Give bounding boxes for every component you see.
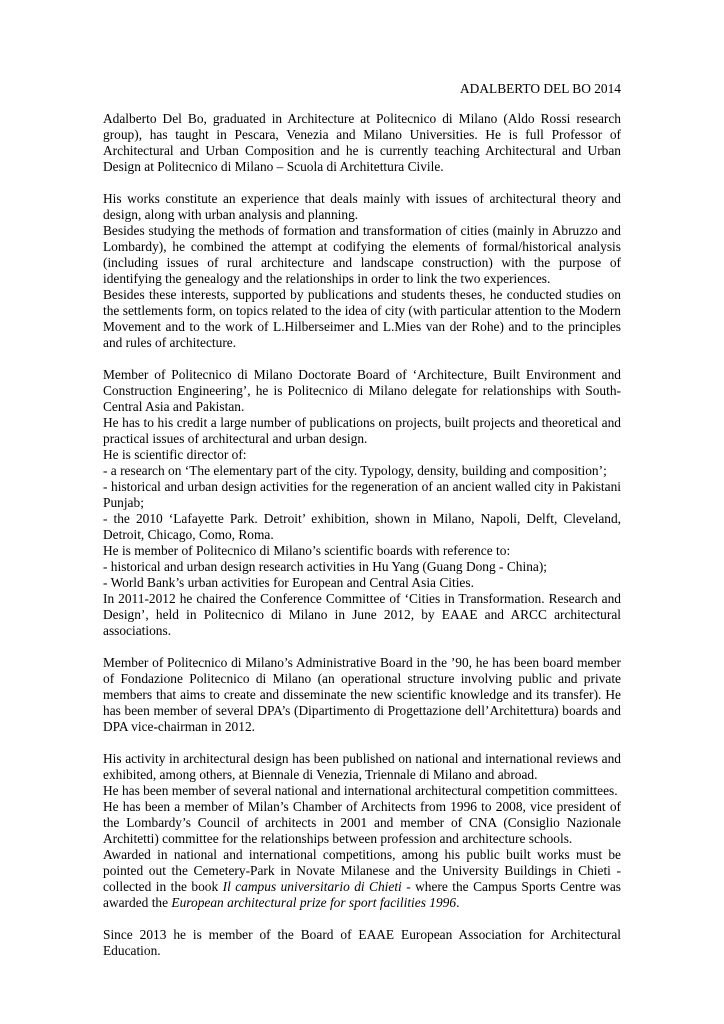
paragraph: - historical and urban design activities for the regeneration of an ancient walled city in Pakistani Punjab;	[103, 479, 621, 510]
paragraph-gap	[103, 175, 621, 191]
paragraph: - the 2010 ‘Lafayette Park. Detroit’ exhibition, shown in Milano, Napoli, Delft, Cleveland, Detroit, Chicago, Como, Roma.	[103, 511, 621, 542]
paragraph-gap	[103, 735, 621, 751]
paragraph: His works constitute an experience that deals mainly with issues of architectural theory and design, along with urban analysis and planning.	[103, 191, 621, 222]
italic-title: Il campus universitario di Chieti	[222, 879, 402, 894]
paragraph: - a research on ‘The elementary part of the city. Typology, density, building and composition’;	[103, 463, 607, 478]
text-segment: .	[456, 895, 460, 910]
paragraph: Member of Politecnico di Milano Doctorate Board of ‘Architecture, Built Environment and Construction Engineering’, he is Politecnico di Milano delegate for relationships with South-Central Asia and Pakistan.	[103, 367, 621, 414]
paragraph: Adalberto Del Bo, graduated in Architecture at Politecnico di Milano (Aldo Rossi research group), has taught in Pescara, Venezia and Milano Universities. He is full Professor of Architectural and Urban Composition and he is currently teaching Architectural and Urban Design at Politecnico di Milano – Scuola di Architettura Civile.	[103, 111, 621, 174]
paragraph	[103, 847, 621, 911]
paragraph: He is member of Politecnico di Milano’s scientific boards with reference to:	[103, 543, 511, 558]
paragraph: Member of Politecnico di Milano’s Administrative Board in the ’90, he has been board member of Fondazione Politecnico di Milano (an operational structure involving public and private members that aims to create and disseminate the new scientific knowledge and its transfer). He has been member of several DPA’s (Dipartimento di Progettazione dell’Architettura) boards and DPA vice-chairman in 2012.	[103, 655, 621, 734]
document-body	[103, 111, 621, 959]
paragraph: - historical and urban design research activities in Hu Yang (Guang Dong - China);	[103, 559, 548, 574]
paragraph: He has been a member of Milan’s Chamber of Architects from 1996 to 2008, vice president of the Lombardy’s Council of architects in 2001 and member of CNA (Consiglio Nazionale Architetti) committee for the relationships between profession and architecture schools.	[103, 799, 621, 846]
paragraph: He has been member of several national and international architectural competition committees.	[103, 783, 618, 798]
italic-title: European architectural prize for sport facilities 1996	[171, 895, 457, 910]
paragraph: He has to his credit a large number of publications on projects, built projects and theoretical and practical issues of architectural and urban design.	[103, 415, 621, 446]
text-segment: Awarded in national and international competitions, among his public built works must be pointed out the Cemetery-Park in Novate Milanese and the University Buildings in Chieti - collected in the book	[103, 847, 621, 894]
paragraph: Besides these interests, supported by publications and students theses, he conducted studies on the settlements form, on topics related to the idea of city (with particular attention to the Modern Movement and to the work of L.Hilberseimer and L.Mies van der Rohe) and to the principles and rules of architecture.	[103, 287, 621, 350]
paragraph: In 2011-2012 he chaired the Conference Committee of ‘Cities in Transformation. Research and Design’, held in Politecnico di Milano in June 2012, by EAAE and ARCC architectural associations.	[103, 591, 621, 638]
paragraph: - World Bank’s urban activities for European and Central Asia Cities.	[103, 575, 474, 590]
paragraph: Since 2013 he is member of the Board of EAAE European Association for Architectural Education.	[103, 927, 621, 958]
paragraph-gap	[103, 351, 621, 367]
paragraph: Besides studying the methods of formation and transformation of cities (mainly in Abruzzo and Lombardy), he combined the attempt at codifying the elements of formal/historical analysis (including issues of rural architecture and landscape construction) with the purpose of identifying the genealogy and the relationships in order to link the two experiences.	[103, 223, 621, 286]
paragraph-gap	[103, 911, 621, 927]
document-header: ADALBERTO DEL BO 2014	[460, 81, 621, 96]
paragraph: His activity in architectural design has been published on national and international reviews and exhibited, among others, at Biennale di Venezia, Triennale di Milano and abroad.	[103, 751, 621, 782]
paragraph: He is scientific director of:	[103, 447, 247, 462]
text-segment: - where the Campus Sports Centre was awarded the	[103, 879, 622, 910]
paragraph-gap	[103, 639, 621, 655]
